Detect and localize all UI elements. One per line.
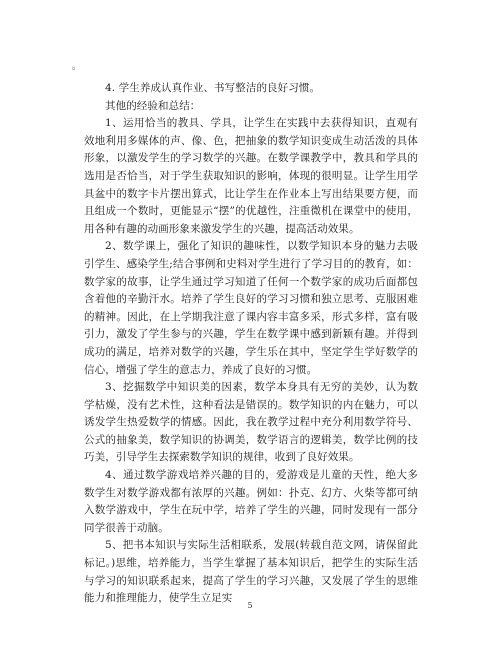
paragraph-goal-4: 4. 学生养成认真作业、书写整洁的良好习惯。 — [105, 82, 321, 94]
paragraph-experience-5: 5、把书本知识与实际生活相联系，发展(转载自范文网，请保留此标记。)思维，培养能力，当学生掌握了基本知识后，把学生的实际生活与学习的知识联系起来，提高了学生的学习兴趣，又发展了学生的思维能力和推理能力，使学生立足实 — [84, 539, 418, 605]
paragraph-experience-2: 2、数学课上，强化了知识的趣味性，以数学知识本身的魅力去吸引学生、感染学生;结合事例和史料对学生进行了学习目的的教育，如：数学家的故事，让学生通过学习知道了任何一个数学家的成功后面都包含着他的辛勤汗水。培养了学生良好的学习习惯和独立思考、克服困难的精神。因此，在上学期我注意了课内容丰富多采，形式多样，富有吸引力，激发了学生参与的兴趣，学生在数学课中感到新颖有趣。并得到成功的满足，培养对数学的兴趣，学生乐在其中，坚定学生学好数学的信心，增强了学生的意志力，养成了良好的习惯。 — [84, 240, 418, 376]
paragraph-summary-heading: 其他的经验和总结： — [105, 99, 201, 112]
page-number: 5 — [247, 601, 253, 610]
top-mark: 。 — [72, 62, 82, 72]
document-body — [84, 80, 418, 608]
paragraph-experience-1: 1、运用恰当的教具、学具，让学生在实践中去获得知识，直观有效地利用多媒体的声、像、色，把抽象的数学知识变成生动活泼的具体形象，以激发学生的学习数学的兴趣。在数学课教学中，教具和学具的选用是否恰当，对于学生获取知识的影响，体现的很明显。让学生用学具盆中的数字卡片摆出算式，比让学生在作业本上写出结果要方便，而且组成一个数时，更能显示“摆”的优越性，注重微机在课堂中的使用，用各种有趣的动画形象来激发学生的兴趣，提高活动效果。 — [84, 117, 418, 235]
paragraph-experience-3: 3、挖掘数学中知识美的因素，数学本身具有无穷的美妙，认为数学枯燥，没有艺术性，这种看法是错误的。数学知识的内在魅力，可以诱发学生热爱数学的情感。因此，我在教学过程中充分利用数学符号、公式的抽象美，数学知识的协调美，数学语言的逻辑美，数学比例的技巧美，引导学生去探索数学知识的规律，收到了良好效果。 — [84, 381, 418, 464]
paragraph-experience-4: 4、通过数学游戏培养兴趣的目的，爱游戏是儿童的天性，绝大多数学生对数学游戏都有浓厚的兴趣。例如：扑克、幻方、火柴等都可纳入数学游戏中，学生在玩中学，培养了学生的兴趣，同时发现有一部分同学很善于动脑。 — [84, 469, 418, 534]
